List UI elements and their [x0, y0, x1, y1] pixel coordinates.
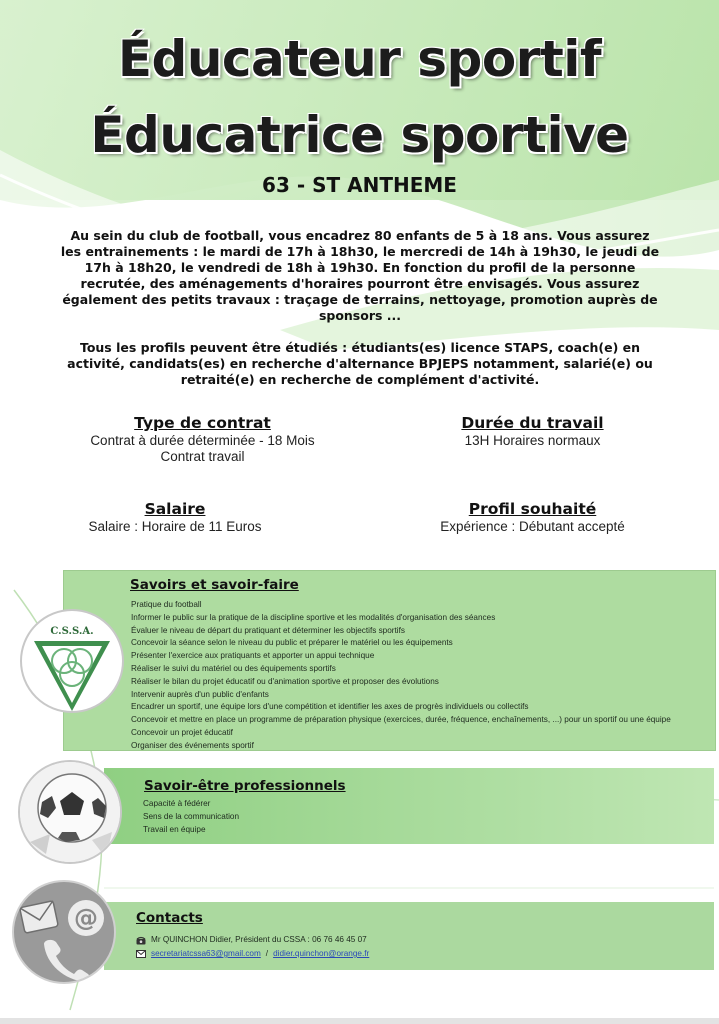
soccer-ball-icon [18, 760, 122, 864]
list-item: Concevoir un projet éducatif [131, 727, 233, 737]
contact-email-row [136, 947, 369, 961]
contract-type-value: Contrat à durée déterminée - 18 Mois [90, 433, 315, 448]
communication-icon [12, 880, 116, 984]
skills-heading: Savoirs et savoir-faire [130, 577, 299, 593]
list-item: Réaliser le suivi du matériel ou des équipements sportifs [131, 663, 336, 673]
soccer-ball-graphic [20, 762, 120, 862]
list-item: Concevoir et mettre en place un programme de préparation physique (exercices, durée, fréquence, enchaînements, ...) pour un sportif ou une équipe [131, 715, 671, 725]
contract-type-nature: Contrat travail [160, 449, 245, 464]
contact-phone-row [136, 933, 369, 947]
list-item: Travail en équipe [143, 824, 206, 834]
list-item: Évaluer le niveau de départ du pratiquant et déterminer les objectifs sportifs [131, 625, 405, 635]
desired-profile-heading: Profil souhaité [468, 500, 597, 518]
description-paragraph: Au sein du club de football, vous encadrez 80 enfants de 5 à 18 ans. Vous assurez les entrainements : le mardi de 17h à 18h30, le mercredi de 14h à 19h30, le jeudi de 17h à 18h20, le vendredi de 18h à 19h30. En fonction du profil de la personne recrutée, des aménagements d'horaires pourront être envisagés. Vous assurez également des petits travaux : traçage de terrains, nettoyage, promotion auprès de sponsors ... [60, 228, 660, 323]
page-title-line1: Éducateur sportif [117, 30, 602, 88]
list-item: Organiser des événements sportif [131, 740, 254, 750]
club-logo-text: C.S.S.A. [50, 626, 94, 637]
contact-person: Mr QUINCHON Didier, Président du CSSA : 06 76 46 45 07 [151, 935, 367, 944]
list-item: Informer le public sur la pratique de la discipline sportive et les modalités d'organisation des séances [131, 612, 496, 622]
work-duration-block [420, 413, 645, 449]
profiles-paragraph: Tous les profils peuvent être étudiés : étudiants(es) licence STAPS, coach(e) en activité, candidats(es) en recherche d'alternance BPJEPS notamment, salarié(e) ou retraité(e) en recherche de complément d'activité. [67, 340, 653, 387]
salary-block [70, 499, 280, 535]
job-location: 63 - ST ANTHEME [262, 173, 457, 197]
contract-type-heading: Type de contrat [134, 414, 271, 432]
desired-profile-block [410, 499, 655, 535]
page-title-line2: Éducatrice sportive [90, 106, 629, 164]
club-emblem-icon [22, 611, 122, 711]
salary-value: Salaire : Horaire de 11 Euros [88, 519, 262, 534]
communication-graphic [14, 882, 114, 982]
contacts-list [136, 933, 369, 961]
soft-skills-panel [104, 768, 714, 844]
desired-profile-value: Expérience : Débutant accepté [440, 519, 625, 534]
soft-skills-list [143, 798, 239, 836]
list-item: Capacité à fédérer [143, 799, 211, 808]
soft-skills-heading: Savoir-être professionnels [144, 778, 346, 794]
contacts-panel [104, 902, 714, 970]
work-duration-heading: Durée du travail [461, 414, 604, 432]
email-separator: / [265, 949, 269, 958]
contacts-heading: Contacts [136, 910, 203, 926]
list-item: Réaliser le bilan du projet éducatif ou d'animation sportive et proposer des évolutions [131, 676, 439, 686]
job-description [60, 228, 660, 388]
envelope-icon [136, 950, 146, 958]
email-link-secretariat[interactable]: secretariatcssa63@gmail.com [151, 949, 261, 958]
work-duration-value: 13H Horaires normaux [464, 433, 601, 448]
skills-panel [63, 570, 716, 751]
salary-heading: Salaire [144, 500, 206, 518]
skills-list [131, 599, 711, 753]
list-item: Intervenir auprès d'un public d'enfants [131, 689, 269, 699]
contract-type-block [70, 413, 335, 465]
phone-icon [136, 936, 146, 945]
list-item: Présenter l'exercice aux pratiquants et apporter un appui technique [131, 651, 375, 661]
list-item: Concevoir la séance selon le niveau du public et préparer le matériel ou les équipements [131, 638, 453, 648]
list-item: Pratique du football [131, 600, 202, 609]
club-logo [20, 609, 124, 713]
svg-text:@: @ [74, 904, 98, 932]
list-item: Encadrer un sportif, une équipe lors d'une compétition et identifier les axes de progrès individuels ou collectifs [131, 702, 529, 712]
email-link-president[interactable]: didier.quinchon@orange.fr [273, 949, 370, 958]
list-item: Sens de la communication [143, 811, 240, 821]
